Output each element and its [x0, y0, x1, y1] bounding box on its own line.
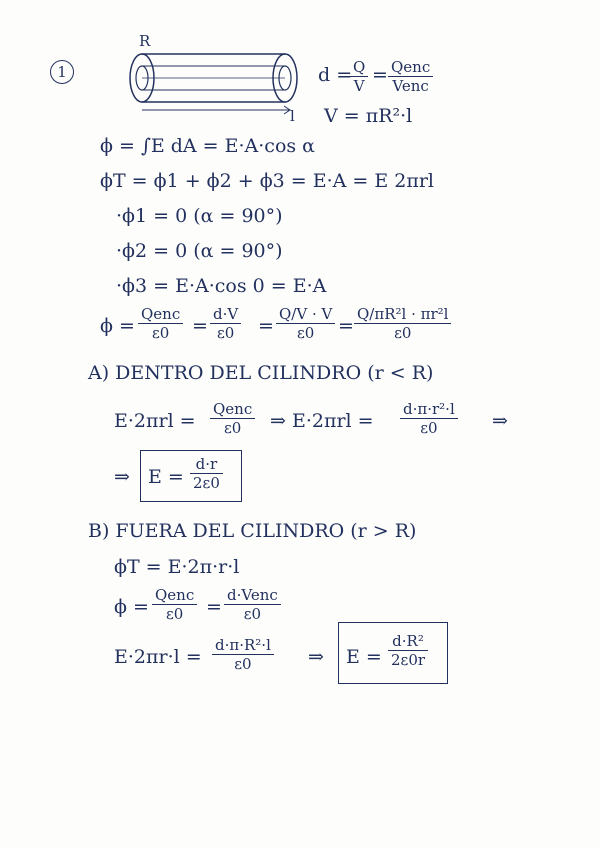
numerator: d·V: [213, 305, 239, 323]
gauss-eq-1: =: [192, 315, 208, 337]
cylinder-figure: [125, 48, 305, 118]
section-a-result-arrow: ⇒: [114, 466, 130, 488]
density-eq: =: [372, 64, 388, 86]
denominator: ε0: [224, 604, 281, 623]
denominator: 2ε0r: [388, 650, 428, 669]
numerator: d·π·R²·l: [215, 636, 271, 654]
gauss-frac-1: [138, 305, 183, 342]
density-frac-1: [350, 58, 368, 95]
numerator: d·r: [195, 455, 218, 473]
section-b-result-lhs: E =: [346, 646, 382, 668]
gauss-frac-3: [276, 305, 335, 342]
phi2-line: ·ϕ2 = 0 (α = 90°): [116, 240, 283, 262]
gauss-eq-2: =: [258, 315, 274, 337]
denominator: ε0: [210, 323, 241, 342]
section-b-eq: =: [206, 596, 222, 618]
density-frac-2: [388, 58, 433, 95]
denominator: ε0: [210, 418, 255, 437]
gauss-eq-3: =: [338, 315, 354, 337]
flux-total: ϕT = ϕ1 + ϕ2 + ϕ3 = E·A = E 2πrl: [100, 170, 435, 192]
numerator: Qenc: [141, 305, 181, 323]
section-b-result-frac: [388, 632, 428, 669]
gauss-frac-4: [354, 305, 451, 342]
denominator: ε0: [276, 323, 335, 342]
denominator: Venc: [388, 76, 433, 95]
numerator: Qenc: [155, 586, 195, 604]
denominator: ε0: [400, 418, 458, 437]
gauss-frac-2: [210, 305, 241, 342]
numerator: Q/πR²l · πr²l: [357, 305, 449, 323]
radius-label: R: [139, 32, 151, 50]
phi1-line: ·ϕ1 = 0 (α = 90°): [116, 205, 283, 227]
density-lhs: d =: [318, 64, 353, 86]
section-a-heading: A) DENTRO DEL CILINDRO (r < R): [88, 362, 434, 384]
section-b-arrow: ⇒: [308, 646, 324, 668]
phi3-line: ·ϕ3 = E·A·cos 0 = E·A: [116, 275, 327, 297]
denominator: 2ε0: [190, 473, 223, 492]
numerator: Q: [353, 58, 366, 76]
section-b-heading: B) FUERA DEL CILINDRO (r > R): [88, 520, 417, 542]
section-a-result-frac: [190, 455, 223, 492]
flux-definition: ϕ = ∫E dA = E·A·cos α: [100, 135, 316, 157]
denominator: V: [350, 76, 368, 95]
section-a-mid: ⇒ E·2πrl =: [270, 410, 374, 432]
length-label: l: [290, 107, 295, 125]
section-a-arrow: ⇒: [492, 410, 508, 432]
section-b-frac-3: [212, 636, 274, 673]
section-a-frac-1: [210, 400, 255, 437]
volume-formula: V = πR²·l: [324, 105, 413, 127]
denominator: ε0: [212, 654, 274, 673]
numerator: Qenc: [213, 400, 253, 418]
gauss-lhs: ϕ =: [100, 315, 135, 337]
section-b-lhs: ϕ =: [114, 596, 149, 618]
section-b-lhs-2: E·2πr·l =: [114, 646, 202, 668]
section-b-frac-1: [152, 586, 197, 623]
denominator: ε0: [152, 604, 197, 623]
section-a-result-lhs: E =: [148, 466, 184, 488]
section-a-lhs: E·2πrl =: [114, 410, 196, 432]
numerator: Q/V · V: [279, 305, 333, 323]
section-a-frac-2: [400, 400, 458, 437]
denominator: ε0: [354, 323, 451, 342]
problem-number: 1: [50, 60, 74, 84]
denominator: ε0: [138, 323, 183, 342]
section-b-flux-total: ϕT = E·2π·r·l: [114, 556, 240, 578]
section-b-frac-2: [224, 586, 281, 623]
numerator: d·Venc: [227, 586, 278, 604]
numerator: d·π·r²·l: [403, 400, 455, 418]
numerator: d·R²: [392, 632, 424, 650]
numerator: Qenc: [391, 58, 431, 76]
